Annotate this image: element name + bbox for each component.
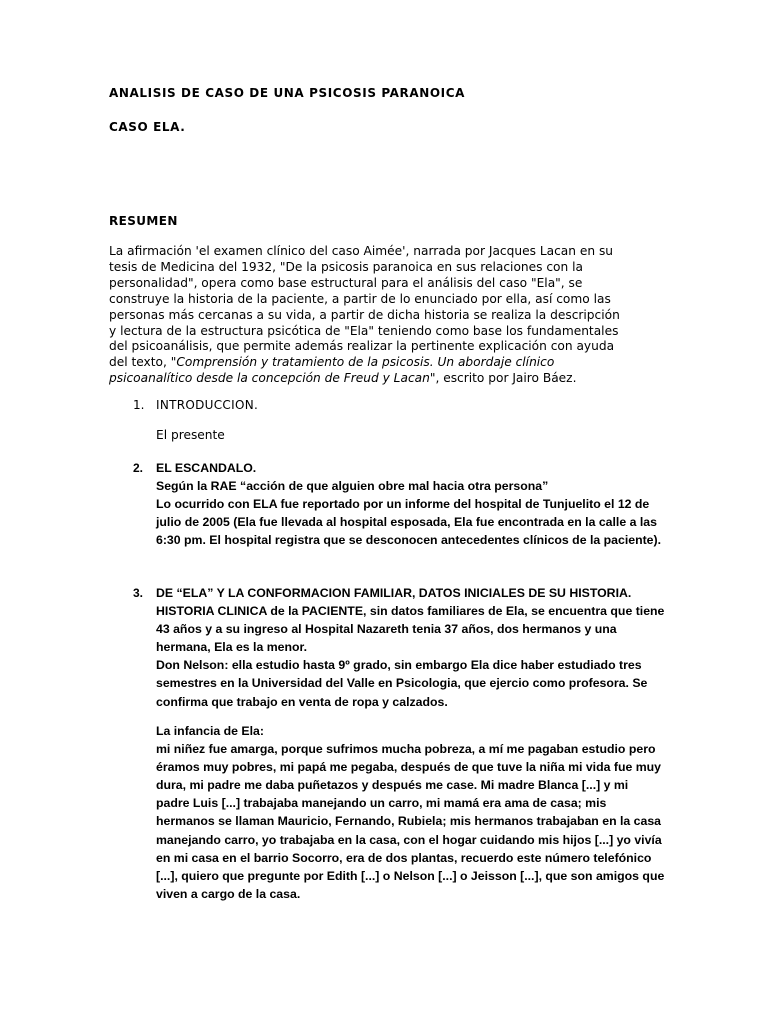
section-line: Don Nelson: ella estudio hasta 9º grado, sin embargo Ela dice haber estudiado tres (156, 658, 642, 673)
section-line: 6:30 pm. El hospital registra que se desconocen antecedentes clínicos de la paciente). (156, 533, 662, 548)
section-title-conformacion: DE “ELA” Y LA CONFORMACION FAMILIAR, DATOS INICIALES DE SU HISTORIA. (156, 586, 632, 600)
section-line: Según la RAE “acción de que alguien obre mal hacia otra persona” (156, 479, 549, 494)
resumen-text: del texto, " (109, 355, 177, 370)
section-body-introduccion: El presente (156, 428, 225, 442)
resumen-line: personas más cercanas a su vida, a partir de dicha historia se realiza la descripción (109, 307, 620, 322)
infancia-line: manejando carro, yo trabajaba en la casa, con el hogar cuidando mis hijos [...] yo vivía (156, 832, 662, 847)
resumen-line: La afirmación 'el examen clínico del caso Aimée', narrada por Jacques Lacan en su (109, 244, 614, 258)
infancia-line: [...], quiero que pregunte por Edith [...] o Nelson [...] o Jeisson [...], que son amigos que (156, 868, 665, 883)
infancia-line: mi niñez fue amarga, porque sufrimos mucha pobreza, a mí me pagaban estudio pero (156, 742, 656, 757)
infancia-line: hermanos se llaman Mauricio, Fernando, Rubiela; mis hermanos trabajaban en la casa (156, 814, 662, 829)
section-line: julio de 2005 (Ela fue llevada al hospital esposada, Ela fue encontrada en la calle a las (156, 515, 657, 530)
resumen-heading: RESUMEN (109, 214, 178, 228)
section-title-introduccion: INTRODUCCION. (156, 398, 259, 412)
infancia-heading: La infancia de Ela: (156, 724, 264, 738)
resumen-line: y lectura de la estructura psicótica de "Ela" teniendo como base los fundamentales (109, 323, 619, 338)
infancia-line: viven a cargo de la casa. (156, 886, 301, 901)
section-escandalo (156, 459, 666, 549)
section-line: HISTORIA CLINICA de la PACIENTE, sin datos familiares de Ela, se encuentra que tiene (156, 604, 665, 619)
resumen-line (109, 355, 654, 371)
section-line: semestres en la Universidad del Valle en Psicologia, que ejercio como profesora. Se (156, 676, 648, 691)
section-number-3: 3. (133, 586, 144, 600)
case-label: CASO ELA. (109, 120, 186, 134)
section-title-escandalo: EL ESCANDALO. (156, 461, 257, 475)
section-number-1: 1. (133, 398, 145, 412)
resumen-line: construye la historia de la paciente, a partir de lo enunciado por ella, así como las (109, 291, 611, 306)
resumen-line: personalidad", opera como base estructural para el análisis del caso "Ela", se (109, 275, 583, 290)
section-conformacion-familiar (156, 584, 666, 711)
infancia-block (156, 722, 666, 903)
resumen-paragraph (109, 244, 654, 387)
book-title-italic: psicoanalítico desde la concepción de Freud y Lacan (109, 371, 430, 386)
section-line: 43 años y a su ingreso al Hospital Nazareth tenia 37 años, dos hermanos y una (156, 622, 617, 637)
resumen-line: tesis de Medicina del 1932, "De la psicosis paranoica en sus relaciones con la (109, 259, 583, 274)
resumen-line (109, 371, 654, 387)
document-title: ANALISIS DE CASO DE UNA PSICOSIS PARANOICA (109, 86, 466, 100)
section-line: Lo ocurrido con ELA fue reportado por un informe del hospital de Tunjuelito el 12 de (156, 497, 650, 512)
section-number-2: 2. (133, 461, 144, 475)
resumen-line: del psicoanálisis, que permite además realizar la pertinente explicación con ayuda (109, 339, 615, 354)
section-line: confirma que trabajo en venta de ropa y calzados. (156, 694, 448, 709)
book-title-italic: Comprensión y tratamiento de la psicosis. Un abordaje clínico (176, 355, 555, 370)
infancia-line: dura, mi padre me daba puñetazos y después me case. Mi madre Blanca [...] y mi (156, 778, 629, 793)
infancia-line: padre Luis [...] trabajaba manejando un carro, mi mamá era ama de casa; mis (156, 796, 607, 811)
resumen-text: ", escrito por Jairo Báez. (429, 371, 577, 386)
infancia-line: en mi casa en el barrio Socorro, era de dos plantas, recuerdo este número telefónico (156, 850, 652, 865)
infancia-line: éramos muy pobres, mi papá me pegaba, después de que tuve la niña mi vida fue muy (156, 760, 662, 775)
section-line: hermana, Ela es la menor. (156, 640, 308, 655)
